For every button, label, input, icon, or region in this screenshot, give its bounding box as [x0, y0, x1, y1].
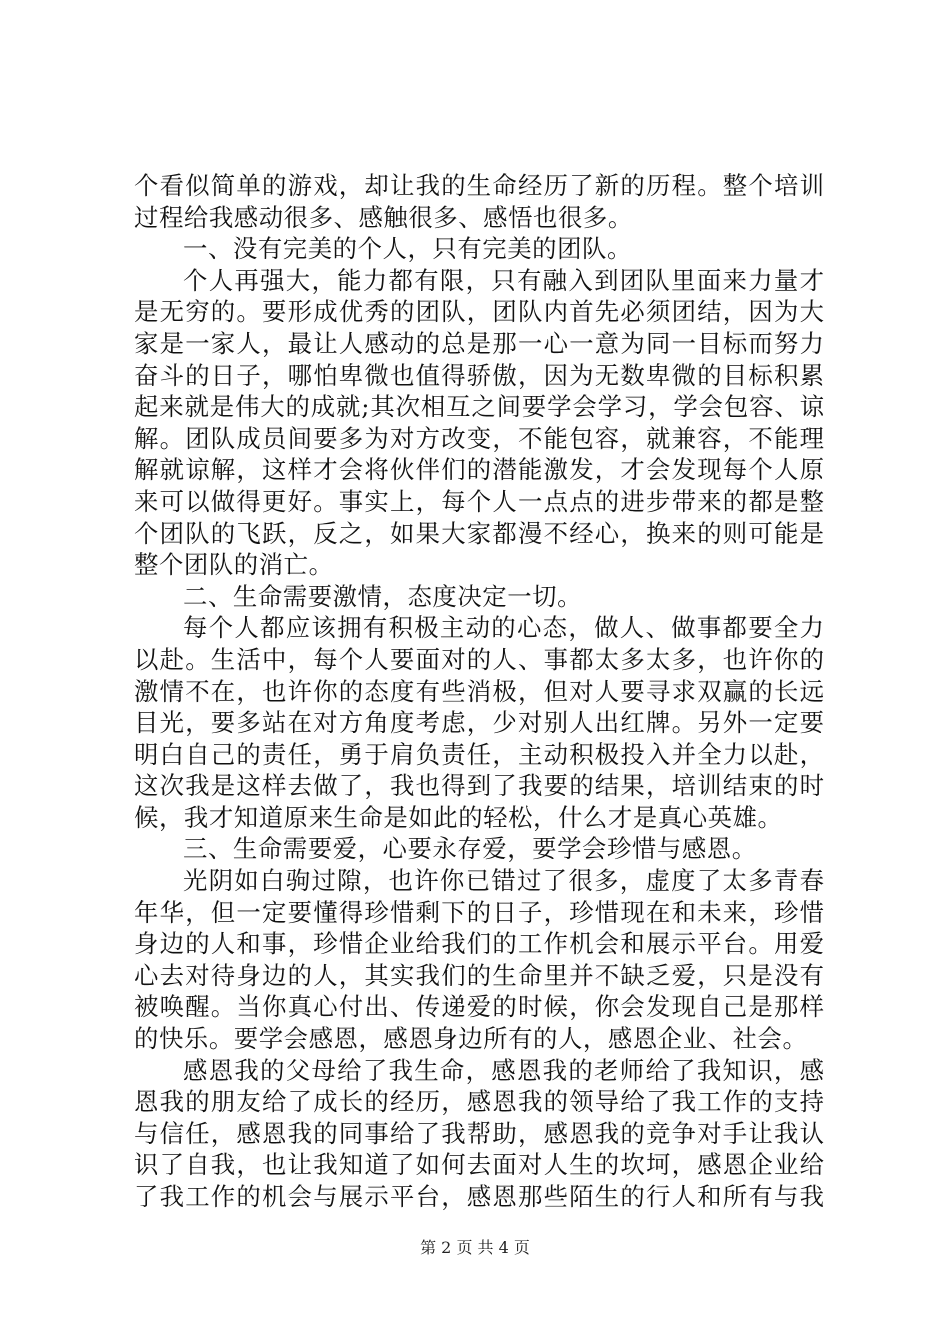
- page-footer: [0, 1238, 950, 1258]
- text-line: 个看似简单的游戏，却让我的生命经历了新的历程。整个培训: [134, 171, 824, 200]
- text-line: 感恩我的父母给了我生命，感恩我的老师给了我知识，感: [183, 1055, 824, 1085]
- text-line: 这次我是这样去做了，我也得到了我要的结果，培训结束的时: [134, 771, 824, 801]
- text-line: 明白自己的责任，勇于肩负责任，主动积极投入并全力以赴，: [134, 739, 824, 769]
- text-line: 的快乐。要学会感恩，感恩身边所有的人，感恩企业、社会。: [134, 1024, 808, 1054]
- text-line: 家是一家人，最让人感动的总是那一心一意为同一目标而努力: [134, 328, 824, 358]
- text-line: 过程给我感动很多、感触很多、感悟也很多。: [134, 202, 633, 232]
- text-line: 与信任，感恩我的同事给了我帮助，感恩我的竞争对手让我认: [134, 1118, 824, 1148]
- text-line: 被唤醒。当你真心付出、传递爱的时候，你会发现自己是那样: [134, 992, 824, 1022]
- text-line: 以赴。生活中，每个人要面对的人、事都太多太多，也许你的: [134, 644, 824, 674]
- text-line: 三、生命需要爱，心要永存爱，要学会珍惜与感恩。: [183, 834, 757, 864]
- text-line: 个团队的飞跃，反之，如果大家都漫不经心，换来的则可能是: [134, 518, 824, 548]
- text-line: 身边的人和事，珍惜企业给我们的工作机会和展示平台。用爱: [134, 929, 824, 959]
- text-line: 整个团队的消亡。: [134, 550, 334, 580]
- text-line: 是无穷的。要形成优秀的团队，团队内首先必须团结，因为大: [134, 297, 824, 327]
- text-line: 一、没有完美的个人，只有完美的团队。: [183, 234, 632, 264]
- text-line: 光阴如白驹过隙，也许你已错过了很多，虚度了太多青春: [183, 866, 824, 896]
- page-number-label: 第 2 页 共 4 页: [420, 1238, 530, 1257]
- text-line: 解。团队成员间要多为对方改变，不能包容，就兼容，不能理: [134, 423, 824, 453]
- text-line: 心去对待身边的人，其实我们的生命里并不缺乏爱，只是没有: [134, 960, 824, 990]
- text-line: 目光，要多站在对方角度考虑，少对别人出红牌。另外一定要: [134, 708, 824, 738]
- text-line: 二、生命需要激情，态度决定一切。: [183, 581, 583, 611]
- text-line: 解就谅解，这样才会将伙伴们的潜能激发，才会发现每个人原: [134, 455, 824, 485]
- document-body: [134, 170, 824, 1213]
- text-line: 来可以做得更好。事实上，每个人一点点的进步带来的都是整: [134, 486, 824, 516]
- text-line: 恩我的朋友给了成长的经历，感恩我的领导给了我工作的支持: [134, 1087, 824, 1117]
- text-line: 起来就是伟大的成就;其次相互之间要学会学习，学会包容、谅: [134, 392, 824, 422]
- text-line: 候，我才知道原来生命是如此的轻松，什么才是真心英雄。: [134, 802, 783, 832]
- text-line: 年华，但一定要懂得珍惜剩下的日子，珍惜现在和未来，珍惜: [134, 897, 824, 927]
- text-line: 个人再强大，能力都有限，只有融入到团队里面来力量才: [183, 265, 824, 295]
- text-line: 奋斗的日子，哪怕卑微也值得骄傲，因为无数卑微的目标积累: [134, 360, 824, 390]
- text-line: 每个人都应该拥有积极主动的心态，做人、做事都要全力: [183, 613, 824, 643]
- text-line: 激情不在，也许你的态度有些消极，但对人要寻求双赢的长远: [134, 676, 824, 706]
- text-line: 了我工作的机会与展示平台，感恩那些陌生的行人和所有与我: [134, 1182, 824, 1211]
- text-line: 识了自我，也让我知道了如何去面对人生的坎坷，感恩企业给: [134, 1150, 824, 1180]
